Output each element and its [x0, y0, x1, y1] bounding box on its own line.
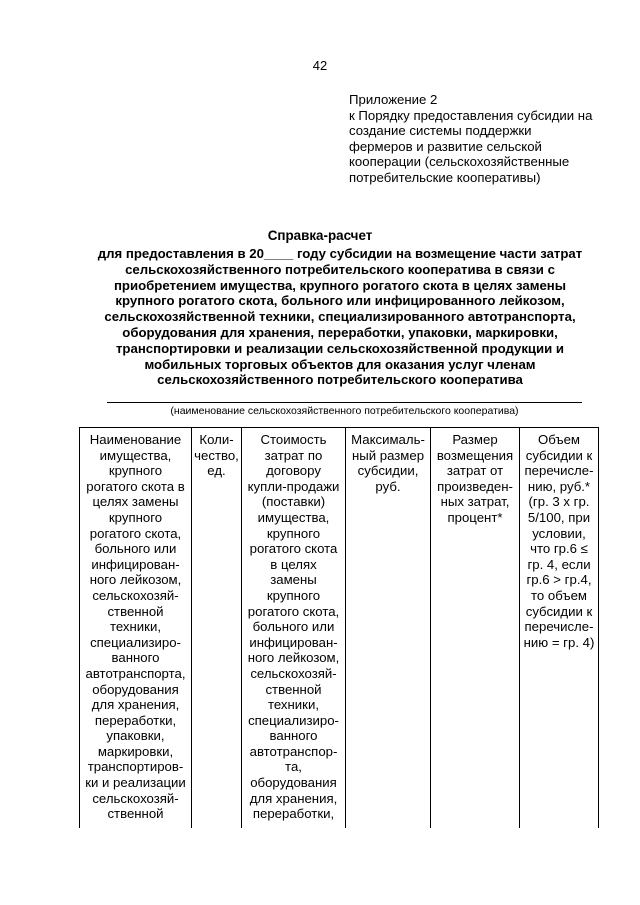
document-title: Справка-расчет — [267, 228, 373, 243]
header-line: транспортиров- — [87, 759, 184, 775]
header-line: маркировки, — [97, 743, 174, 759]
appendix-reference — [349, 92, 619, 186]
header-line: рогатого скота — [249, 541, 338, 557]
header-line: сельскохозяй- — [92, 790, 179, 806]
subtitle-line: оборудования для хранения, переработки, упаковки, маркировки, — [122, 324, 558, 340]
appendix-line: кооперации (сельскохозяйственные — [349, 154, 570, 170]
subtitle-line: крупного рогатого скота, больного или инфицированного лейкозом, — [115, 293, 565, 309]
header-line: затрат от — [446, 463, 504, 479]
header-line: ки и реализации — [85, 775, 186, 791]
header-line: субсидии, — [357, 463, 419, 479]
header-line: договору — [266, 463, 321, 479]
header-line: в целях — [270, 556, 317, 572]
subtitle-line: транспортировки и реализации сельскохозяйственной продукции и — [115, 340, 565, 356]
table-header-row — [80, 428, 599, 828]
header-cell-quantity — [192, 428, 242, 828]
header-line: автотранспорта, — [85, 665, 186, 681]
header-line: автотранспор- — [249, 743, 338, 759]
cooperative-name-caption: (наименование сельскохозяйственного потребительского кооператива) — [170, 405, 519, 417]
header-line: ного лейкозом, — [89, 572, 182, 588]
header-line: (поставки) — [261, 494, 326, 510]
page-number: 42 — [312, 58, 328, 73]
header-line: имущества, — [257, 509, 330, 525]
header-cell-transfer-amount — [520, 428, 599, 828]
header-line: имущества, — [99, 447, 172, 463]
header-line: ный размер — [351, 447, 425, 463]
header-line: инфицирован- — [249, 634, 338, 650]
header-line: специализиро- — [248, 712, 339, 728]
header-line: техники, — [268, 697, 319, 713]
header-line: техники, — [110, 619, 161, 635]
header-line: Максималь- — [351, 432, 425, 447]
header-line: та, — [285, 759, 302, 775]
header-line: крупного — [266, 525, 321, 541]
header-cell-cost — [242, 428, 346, 828]
header-line: целях замены — [92, 494, 179, 510]
header-line: возмещения — [436, 447, 514, 463]
subtitle-line: мобильных торговых объектов для оказания услуг членам — [144, 356, 536, 372]
header-line: субсидии к — [525, 447, 593, 463]
header-line: крупного — [108, 509, 163, 525]
header-line: субсидии к — [525, 603, 593, 619]
cooperative-name-line — [107, 402, 582, 403]
header-line: крупного — [108, 463, 163, 479]
header-line: для хранения, — [249, 790, 338, 806]
header-line: нию, руб.* — [527, 478, 591, 494]
header-line: купли-продажи — [247, 478, 340, 494]
header-line: Размер — [452, 432, 498, 447]
subtitle-line: сельскохозяйственного потребительского кооператива — [157, 372, 523, 388]
header-line: оборудования — [250, 775, 337, 791]
header-line: произведен- — [437, 478, 513, 494]
header-line: рогатого скота в — [86, 478, 185, 494]
header-line: ванного — [111, 650, 160, 666]
header-line: 5/100, при — [527, 509, 591, 525]
appendix-line: создание системы поддержки — [349, 123, 532, 139]
header-cell-max-subsidy — [346, 428, 431, 828]
calculation-table — [79, 427, 599, 828]
header-line: рогатого скота, — [247, 603, 340, 619]
header-line: сельскохозяй- — [92, 587, 179, 603]
header-line: чество, — [194, 447, 239, 463]
header-line: Стоимость — [260, 432, 327, 447]
header-line: сельскохозяй- — [250, 665, 337, 681]
header-cell-reimbursement-rate — [431, 428, 520, 828]
header-line: что гр.6 ≤ — [530, 541, 588, 557]
header-line: Объем — [537, 432, 580, 447]
header-line: инфицирован- — [91, 556, 180, 572]
subtitle-line: сельскохозяйственного потребительского кооператива в связи с — [125, 261, 555, 277]
header-line: нию = гр. 4) — [523, 634, 595, 650]
header-line: замены — [270, 572, 317, 588]
header-line: перечисле- — [524, 619, 594, 635]
header-line: ванного — [269, 728, 318, 744]
header-line: то объем — [531, 587, 587, 603]
subtitle-line: сельскохозяйственной техники, специализированного автотранспорта, — [104, 309, 576, 325]
header-line: условии, — [532, 525, 586, 541]
header-line: ственной — [265, 681, 322, 697]
subtitle-line: для предоставления в 20____ году субсидии на возмещение части затрат — [97, 246, 583, 261]
header-line: гр. 4, если — [527, 556, 591, 572]
header-line: ного лейкозом, — [247, 650, 340, 666]
document-subtitle — [60, 246, 620, 388]
header-line: гр.6 > гр.4, — [526, 572, 592, 588]
appendix-line: фермеров и развитие сельской — [349, 138, 542, 154]
appendix-line: потребительские кооперативы) — [349, 169, 541, 185]
header-cell-property-name — [80, 428, 192, 828]
header-line: руб. — [375, 478, 401, 494]
header-line: ед. — [207, 463, 226, 479]
header-line: Коли- — [199, 432, 234, 447]
header-line: для хранения, — [91, 697, 180, 713]
appendix-line: Приложение 2 — [349, 92, 438, 107]
header-line: переработки, — [94, 712, 177, 728]
header-line: ственной — [107, 806, 164, 822]
header-line: перечисле- — [524, 463, 594, 479]
header-line: ных затрат, — [440, 494, 510, 510]
subtitle-line: приобретением имущества, крупного рогатого скота в целях замены — [113, 277, 567, 293]
header-line: переработки, — [252, 806, 335, 822]
header-line: затрат по — [264, 447, 323, 463]
header-line: больного или — [252, 619, 335, 635]
header-line: рогатого скота, — [89, 525, 182, 541]
header-line: больного или — [94, 541, 177, 557]
header-line: специализиро- — [90, 634, 181, 650]
header-line: оборудования — [92, 681, 179, 697]
header-line: крупного — [266, 587, 321, 603]
header-line: процент* — [447, 509, 503, 525]
header-line: Наименование — [89, 432, 182, 447]
appendix-line: к Порядку предоставления субсидии на — [349, 107, 593, 123]
header-line: упаковки, — [106, 728, 165, 744]
header-line: (гр. 3 х гр. — [528, 494, 590, 510]
header-line: ственной — [107, 603, 164, 619]
